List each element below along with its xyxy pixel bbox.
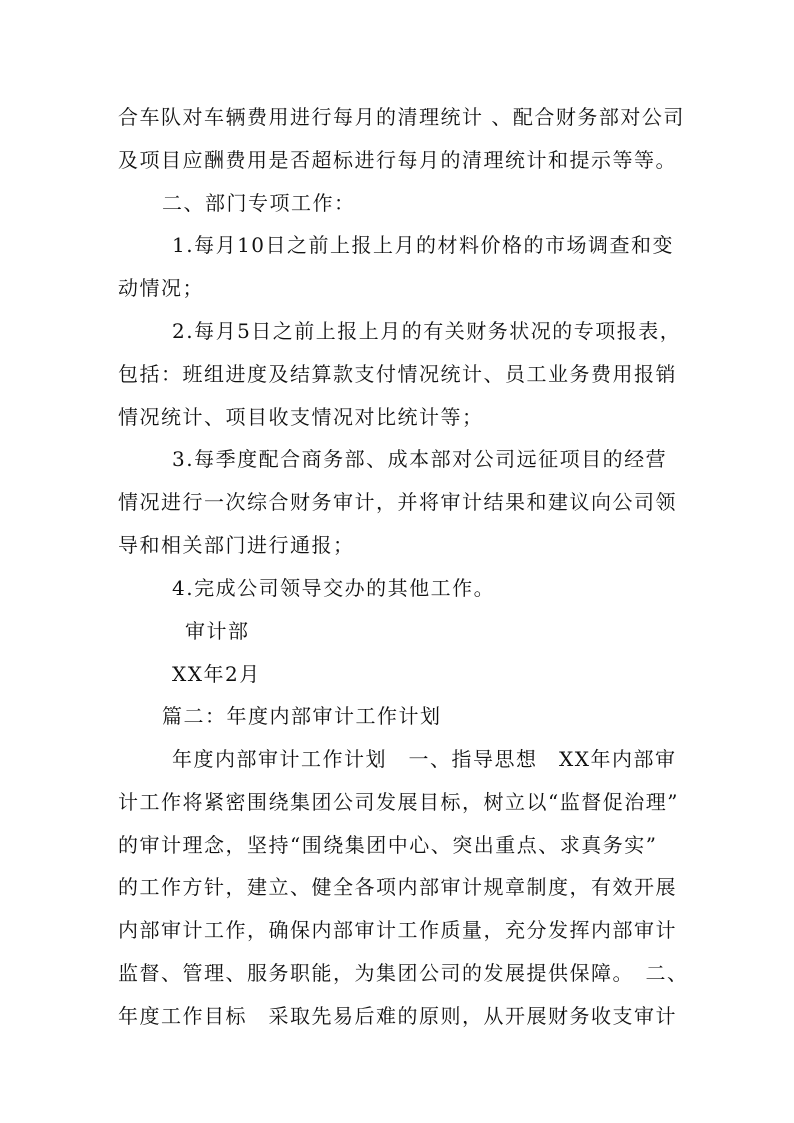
section-heading: 二、部门专项工作： [162, 191, 356, 215]
article-title: 篇二：年度内部审计工作计划 [162, 704, 442, 728]
text-line: 年度工作目标 采取先易后难的原则，从开展财务收支审计 [118, 1004, 677, 1028]
list-item: 3.每季度配合商务部、成本部对公司远征项目的经营 [172, 447, 668, 471]
text-line: 动情况； [118, 276, 204, 300]
list-item: 1.每月10日之前上报上月的材料价格的市场调查和变 [172, 233, 675, 257]
text-line: 监督、管理、服务职能，为集团公司的发展提供保障。 二、 [118, 961, 689, 985]
text-line: 情况进行一次综合财务审计，并将审计结果和建议向公司领 [118, 490, 677, 514]
text-line: 的工作方针，建立、健全各项内部审计规章制度，有效开展 [118, 875, 677, 899]
text-line: 计工作将紧密围绕集团公司发展目标，树立以“监督促治理” [118, 790, 679, 814]
text-line: 情况统计、项目收支情况对比统计等； [118, 405, 484, 429]
text-line: 合车队对车辆费用进行每月的清理统计 、配合财务部对公司 [118, 105, 685, 129]
text-line: 及项目应酬费用是否超标进行每月的清理统计和提示等等。 [118, 148, 677, 172]
text-line: 年度内部审计工作计划 一、指导思想 XX年内部审 [172, 747, 677, 771]
list-item: 2.每月5日之前上报上月的有关财务状况的专项报表， [172, 319, 682, 343]
signature-date: XX年2月 [172, 662, 261, 686]
text-line: 内部审计工作，确保内部审计工作质量，充分发挥内部审计 [118, 918, 677, 942]
text-line: 包括：班组进度及结算款支付情况统计、员工业务费用报销 [118, 362, 677, 386]
list-item: 4.完成公司领导交办的其他工作。 [172, 576, 496, 600]
text-line: 导和相关部门进行通报； [118, 533, 355, 557]
signature-department: 审计部 [185, 619, 250, 643]
text-line: 的审计理念，坚持“围绕集团中心、突出重点、求真务实” [118, 833, 658, 857]
